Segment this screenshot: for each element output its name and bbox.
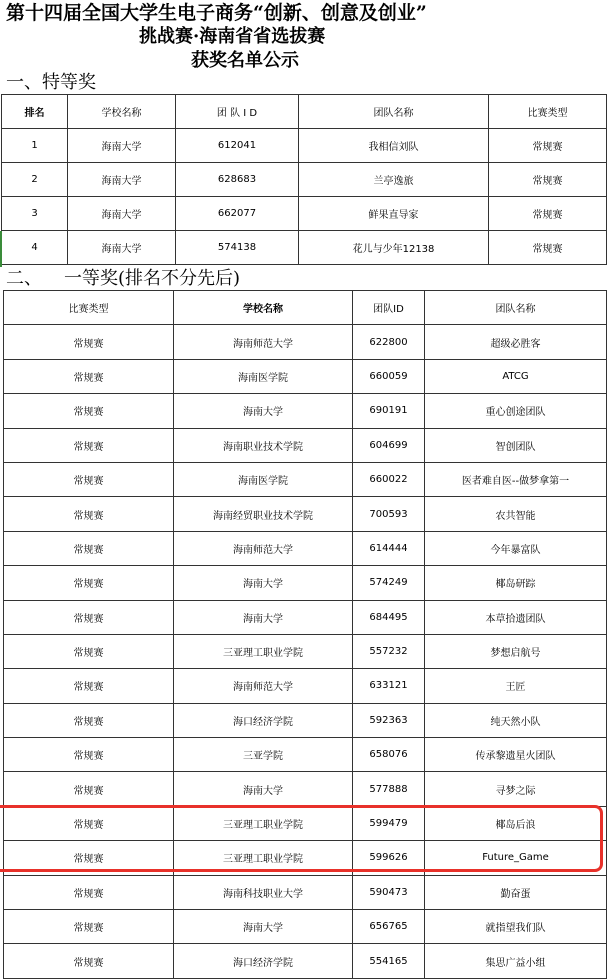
cell-category: 常规赛 xyxy=(4,806,174,840)
cell-team-name: ATCG xyxy=(425,359,607,393)
table-row xyxy=(4,944,607,978)
table-row xyxy=(4,875,607,909)
cell-team-name: 集思广益小组 xyxy=(425,944,607,978)
first-award-table xyxy=(3,290,607,979)
cell-school: 海南大学 xyxy=(174,600,353,634)
cell-team-id: 574138 xyxy=(176,231,299,265)
table-row xyxy=(4,497,607,531)
cell-team-id: 656765 xyxy=(353,910,425,944)
cell-team-id: 554165 xyxy=(353,944,425,978)
cell-category: 常规赛 xyxy=(4,738,174,772)
cell-category: 常规赛 xyxy=(4,359,174,393)
cell-team-id: 612041 xyxy=(176,129,299,163)
cell-team-name: 我相信刘队 xyxy=(299,129,489,163)
cell-team-id: 599626 xyxy=(353,841,425,875)
cell-team-id: 658076 xyxy=(353,738,425,772)
cell-school: 海南师范大学 xyxy=(174,325,353,359)
cell-team-id: 622800 xyxy=(353,325,425,359)
cell-team-id: 592363 xyxy=(353,703,425,737)
table-header-row xyxy=(2,95,607,129)
cell-team-name: 智创团队 xyxy=(425,428,607,462)
cell-school: 海南经贸职业技术学院 xyxy=(174,497,353,531)
cell-rank: 3 xyxy=(2,197,68,231)
cell-category: 常规赛 xyxy=(4,634,174,668)
table-row xyxy=(4,772,607,806)
cell-school: 海南师范大学 xyxy=(174,531,353,565)
section-title: 一等奖(排名不分先后) xyxy=(64,268,241,289)
cell-category: 常规赛 xyxy=(4,772,174,806)
cell-team-name: 勤奋蛋 xyxy=(425,875,607,909)
cell-school: 海南大学 xyxy=(68,197,176,231)
cell-category: 常规赛 xyxy=(4,428,174,462)
cell-rank: 4 xyxy=(2,231,68,265)
table-row xyxy=(4,531,607,565)
column-header-team-id: 团 队 I D xyxy=(176,95,299,129)
cell-team-id: 660059 xyxy=(353,359,425,393)
table-row xyxy=(4,566,607,600)
cell-school: 三亚理工职业学院 xyxy=(174,841,353,875)
cell-team-id: 577888 xyxy=(353,772,425,806)
cell-school: 海南大学 xyxy=(68,163,176,197)
table-row xyxy=(4,359,607,393)
cell-category: 常规赛 xyxy=(4,669,174,703)
cell-team-id: 604699 xyxy=(353,428,425,462)
cell-team-name: Future_Game xyxy=(425,841,607,875)
column-header-category: 比赛类型 xyxy=(489,95,607,129)
cell-team-name: 梦想启航号 xyxy=(425,634,607,668)
cell-category: 常规赛 xyxy=(489,231,607,265)
cell-category: 常规赛 xyxy=(4,600,174,634)
cell-team-name: 椰岛后浪 xyxy=(425,806,607,840)
cell-team-name: 王匠 xyxy=(425,669,607,703)
cell-team-name: 超级必胜客 xyxy=(425,325,607,359)
table-row xyxy=(4,910,607,944)
column-header-school: 学校名称 xyxy=(174,291,353,325)
cell-school: 海南师范大学 xyxy=(174,669,353,703)
column-header-category: 比赛类型 xyxy=(4,291,174,325)
cell-team-name: 就指望我们队 xyxy=(425,910,607,944)
table-row xyxy=(4,634,607,668)
title-line-2: 挑战赛·海南省省选拔赛 xyxy=(139,26,326,47)
cell-team-name: 本草拾遗团队 xyxy=(425,600,607,634)
cell-team-id: 590473 xyxy=(353,875,425,909)
cell-school: 海南大学 xyxy=(174,772,353,806)
table-row xyxy=(2,197,607,231)
table-row xyxy=(4,462,607,496)
cell-team-name: 兰亭逸旅 xyxy=(299,163,489,197)
cell-category: 常规赛 xyxy=(4,944,174,978)
cell-school: 海南大学 xyxy=(174,910,353,944)
cell-team-name: 重心创途团队 xyxy=(425,394,607,428)
column-header-team-id: 团队ID xyxy=(353,291,425,325)
table-row xyxy=(4,394,607,428)
cell-team-id: 700593 xyxy=(353,497,425,531)
column-header-rank: 排名 xyxy=(2,95,68,129)
column-header-school: 学校名称 xyxy=(68,95,176,129)
cell-team-id: 633121 xyxy=(353,669,425,703)
cell-category: 常规赛 xyxy=(4,531,174,565)
cell-category: 常规赛 xyxy=(4,841,174,875)
cell-team-name: 传承黎遗星火团队 xyxy=(425,738,607,772)
cell-school: 海南大学 xyxy=(68,231,176,265)
cell-school: 海口经济学院 xyxy=(174,944,353,978)
cell-school: 海南职业技术学院 xyxy=(174,428,353,462)
cell-rank: 2 xyxy=(2,163,68,197)
table-row xyxy=(2,163,607,197)
cell-team-id: 574249 xyxy=(353,566,425,600)
cell-team-name: 医者难自医--做梦拿第一 xyxy=(425,462,607,496)
cell-school: 海南大学 xyxy=(174,566,353,600)
cell-team-name: 今年暴富队 xyxy=(425,531,607,565)
column-header-team-name: 团队名称 xyxy=(425,291,607,325)
cell-selection-edge xyxy=(0,231,2,267)
cell-team-id: 690191 xyxy=(353,394,425,428)
cell-school: 海南科技职业大学 xyxy=(174,875,353,909)
cell-team-name: 花儿与少年12138 xyxy=(299,231,489,265)
cell-school: 海南大学 xyxy=(68,129,176,163)
section-first-heading xyxy=(6,269,240,289)
cell-team-id: 557232 xyxy=(353,634,425,668)
cell-team-id: 684495 xyxy=(353,600,425,634)
column-header-team-name: 团队名称 xyxy=(299,95,489,129)
cell-category: 常规赛 xyxy=(489,197,607,231)
cell-school: 三亚学院 xyxy=(174,738,353,772)
cell-category: 常规赛 xyxy=(489,163,607,197)
cell-category: 常规赛 xyxy=(4,875,174,909)
table-row xyxy=(4,738,607,772)
table-row xyxy=(4,669,607,703)
cell-team-id: 599479 xyxy=(353,806,425,840)
cell-school: 三亚理工职业学院 xyxy=(174,634,353,668)
cell-school: 海南大学 xyxy=(174,394,353,428)
cell-category: 常规赛 xyxy=(4,910,174,944)
table-row xyxy=(2,231,607,265)
cell-team-name: 寻梦之际 xyxy=(425,772,607,806)
cell-category: 常规赛 xyxy=(4,325,174,359)
cell-rank: 1 xyxy=(2,129,68,163)
title-line-3: 获奖名单公示 xyxy=(191,50,299,71)
cell-category: 常规赛 xyxy=(4,703,174,737)
cell-school: 海南医学院 xyxy=(174,359,353,393)
cell-team-name: 椰岛研踪 xyxy=(425,566,607,600)
table-row xyxy=(4,703,607,737)
cell-category: 常规赛 xyxy=(4,497,174,531)
table-header-row xyxy=(4,291,607,325)
table-row xyxy=(4,600,607,634)
cell-team-id: 628683 xyxy=(176,163,299,197)
table-row xyxy=(4,806,607,840)
special-award-table xyxy=(1,94,607,265)
cell-category: 常规赛 xyxy=(489,129,607,163)
section-special-heading: 一、特等奖 xyxy=(6,72,96,93)
cell-team-id: 662077 xyxy=(176,197,299,231)
cell-school: 海南医学院 xyxy=(174,462,353,496)
cell-category: 常规赛 xyxy=(4,462,174,496)
section-number: 二、 xyxy=(6,268,42,289)
title-line-1: 第十四届全国大学生电子商务“创新、创意及创业” xyxy=(6,2,427,24)
cell-team-id: 660022 xyxy=(353,462,425,496)
cell-category: 常规赛 xyxy=(4,394,174,428)
table-row xyxy=(2,129,607,163)
cell-school: 三亚理工职业学院 xyxy=(174,806,353,840)
cell-team-id: 614444 xyxy=(353,531,425,565)
table-row xyxy=(4,428,607,462)
table-row xyxy=(4,325,607,359)
cell-team-name: 纯天然小队 xyxy=(425,703,607,737)
table-row xyxy=(4,841,607,875)
cell-team-name: 鲜果直导家 xyxy=(299,197,489,231)
cell-school: 海口经济学院 xyxy=(174,703,353,737)
cell-category: 常规赛 xyxy=(4,566,174,600)
cell-team-name: 农共智能 xyxy=(425,497,607,531)
